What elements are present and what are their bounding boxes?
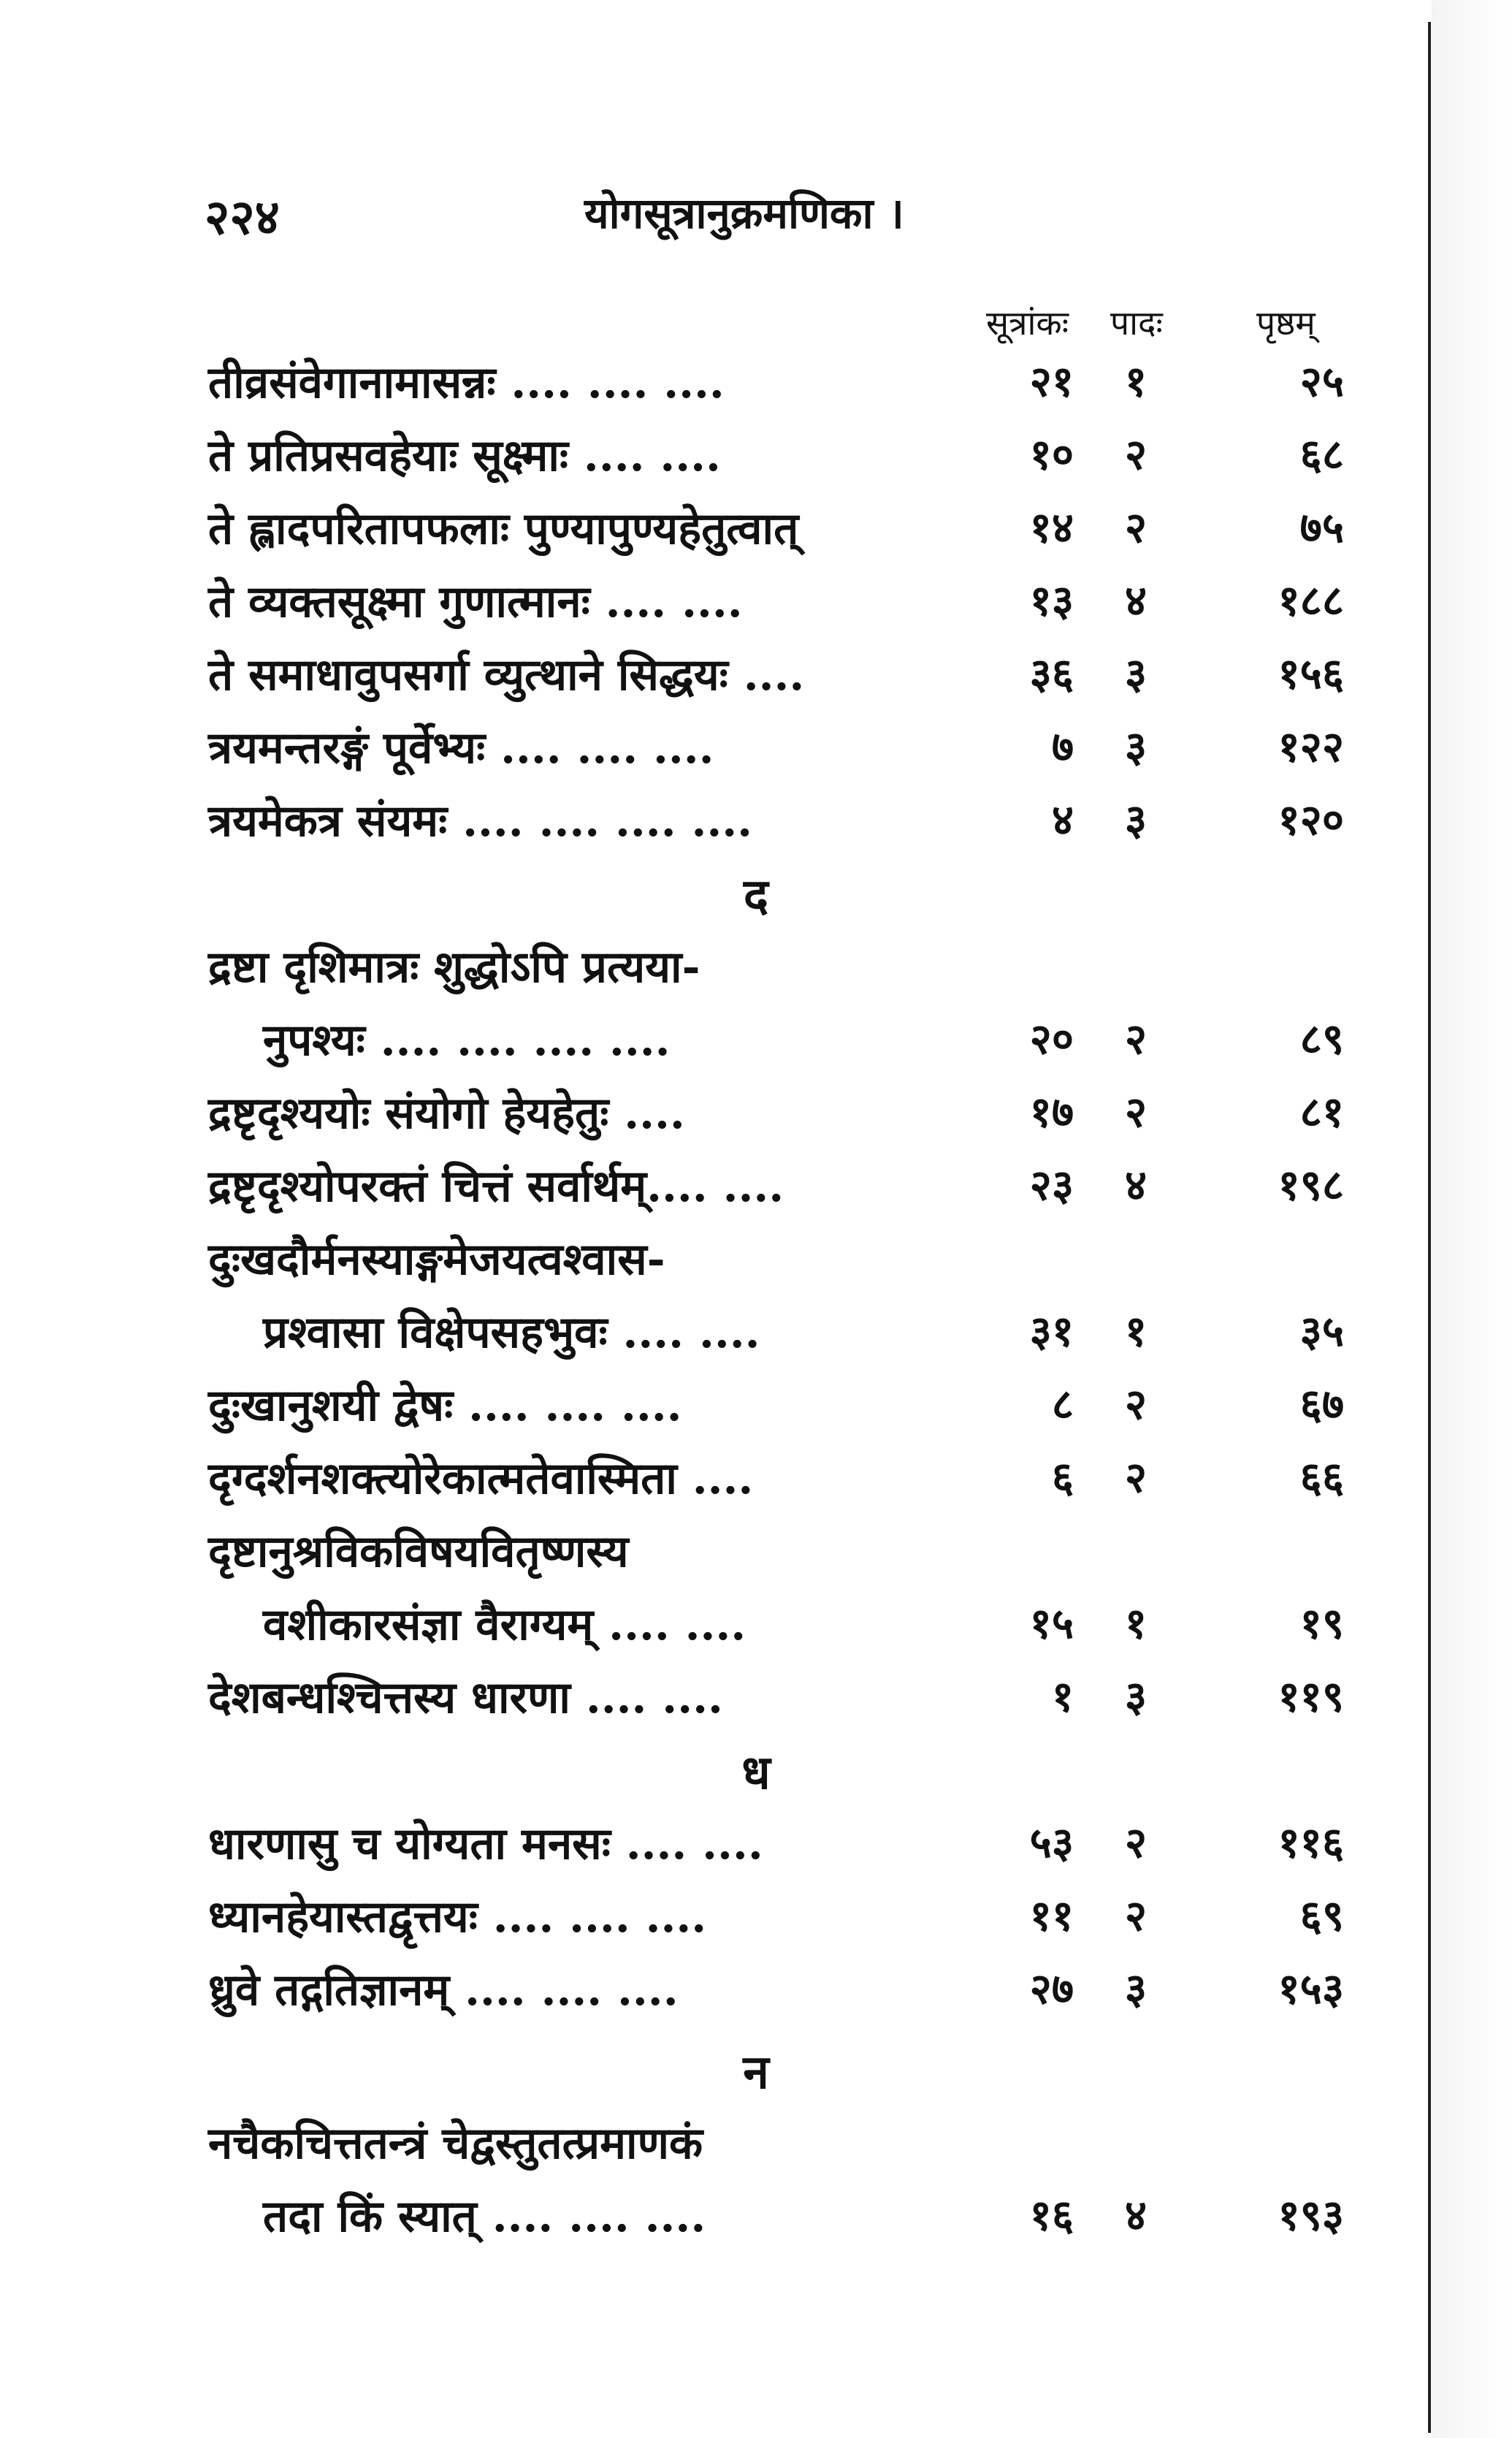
pada-number: ३ [1124,1964,1148,2014]
pada-number: १ [1124,357,1148,406]
sutra-text: द्रष्टृदृश्ययोः संयोगो हेयहेतुः .... [208,1088,685,1139]
sutra-number: ११ [1029,1891,1074,1940]
index-entry [0,1227,1432,1300]
column-header-sutra: सूत्रांकः [986,303,1069,343]
sutra-number: ४ [1051,795,1074,845]
section-letter [0,862,1432,935]
sutra-number: ५३ [1029,1818,1074,1867]
index-entry [0,1666,1432,1739]
page-number-ref: २५ [1299,357,1344,406]
sutra-text: धारणासु च योग्यता मनसः .... .... [208,1818,763,1870]
sutra-number: ३१ [1029,1306,1074,1356]
sutra-number: ८ [1051,1379,1074,1429]
sutra-text: दृष्टानुश्रविकविषयवितृष्णस्य [208,1526,629,1577]
pada-number: ४ [1124,576,1148,625]
index-entry [0,570,1432,643]
sutra-text: तीव्रसंवेगानामासन्नः .... .... .... [208,357,725,408]
pada-number: ४ [1124,1160,1148,1210]
index-entry [0,935,1432,1008]
section-letter-text: द [744,869,768,923]
sutra-number: २७ [1029,1964,1074,2014]
page-header [205,183,1023,256]
running-title: योगसूत्रानुक्रमणिका । [584,188,904,238]
index-entry [0,1812,1432,1885]
sutra-number: २० [1029,1014,1074,1064]
index-entry [0,643,1432,716]
page-number-ref: १९ [1299,1599,1344,1648]
page-number-ref: १२२ [1278,722,1344,772]
page-number-ref: ८१ [1299,1087,1344,1137]
sutra-number: १ [1051,1672,1074,1721]
sutra-text: द्रष्टा दृशिमात्रः शुद्धोऽपि प्रत्यया- [208,942,700,993]
page-number-ref: ११९ [1278,1672,1344,1721]
page-number-ref: १८८ [1278,576,1344,625]
sutra-text: देशबन्धश्चित्तस्य धारणा .... .... [208,1672,723,1723]
column-header-page: पृष्ठम् [1256,303,1316,343]
pada-number: १ [1124,1306,1148,1356]
index-entry [0,1885,1432,1958]
page-number-ref: ११६ [1278,1818,1344,1867]
sutra-text: ते प्रतिप्रसवहेयाः सूक्ष्माः .... .... [208,430,721,481]
page-number-ref: ६९ [1299,1891,1344,1940]
sutra-text: द्रष्टृदृश्योपरक्तं चित्तं सर्वार्थम्.... .... [208,1161,784,1212]
page-number-ref: १९३ [1278,2190,1344,2240]
pada-number: ४ [1124,2190,1148,2240]
section-letter-text: ध [741,1745,771,1800]
index-entry [0,1154,1432,1227]
page-number-ref: ८९ [1299,1014,1344,1064]
page-number-ref: ७५ [1299,503,1344,552]
page-number-ref: ६६ [1299,1452,1344,1502]
index-entry [0,1008,1432,1081]
sutra-text: ते व्यक्तसूक्ष्मा गुणात्मानः .... .... [208,576,743,628]
page-number-ref: १९८ [1278,1160,1344,1210]
section-letter [0,2038,1432,2111]
sutra-number: १४ [1029,503,1074,552]
pada-number: ३ [1124,649,1148,698]
pada-number: २ [1124,1818,1148,1867]
pada-number: २ [1124,1014,1148,1064]
sutra-number: २३ [1029,1160,1074,1210]
pada-number: ३ [1124,722,1148,772]
sutra-text: ते ह्लादपरितापफलाः पुण्यापुण्यहेतुत्वात् [208,503,799,555]
sutra-text: वशीकारसंज्ञा वैराग्यम् .... .... [263,1599,747,1650]
sutra-number: ६ [1051,1452,1074,1502]
pada-number: २ [1124,503,1148,552]
section-letter-text: न [743,2045,769,2100]
sutra-text: प्रश्वासा विक्षेपसहभुवः .... .... [263,1307,760,1358]
pada-number: १ [1124,1599,1148,1648]
sutra-text: ध्यानहेयास्तद्वृत्तयः .... .... .... [208,1892,707,1943]
page-number-ref: १५३ [1278,1964,1344,2014]
page-number-ref: ६८ [1299,430,1344,479]
sutra-text: नुपश्यः .... .... .... .... [263,1015,671,1066]
sutra-number: १६ [1029,2190,1074,2240]
page-number-ref: ३५ [1299,1306,1344,1356]
index-entry [0,716,1432,789]
index-entry [0,1374,1432,1447]
sutra-text: दुःखानुशयी द्वेषः .... .... .... [208,1380,682,1431]
index-entry [0,1081,1432,1154]
sutra-text: तदा किं स्यात् .... .... .... [263,2191,706,2242]
page-number: २२४ [205,188,280,245]
index-entry [0,789,1432,862]
sutra-number: १७ [1029,1087,1074,1137]
sutra-text: ते समाधावुपसर्गा व्युत्थाने सिद्धयः .... [208,650,805,701]
pada-number: २ [1124,1891,1148,1940]
pada-number: २ [1124,430,1148,479]
pada-number: २ [1124,1087,1148,1137]
index-entry [0,2111,1432,2184]
column-header-pada: पादः [1110,303,1163,343]
sutra-text: ध्रुवे तद्गतिज्ञानम् .... .... .... [208,1965,679,2016]
page-number-ref: १२० [1278,795,1344,845]
index-entry [0,1520,1432,1593]
index-entry [0,351,1432,424]
sutra-number: १० [1029,430,1074,479]
sutra-text: नचैकचित्ततन्त्रं चेद्वस्तुतत्प्रमाणकं [208,2118,703,2169]
index-entry [0,1593,1432,1666]
pada-number: ३ [1124,1672,1148,1721]
sutra-text: दृग्दर्शनशक्त्योरेकात्मतेवास्मिता .... [208,1453,754,1504]
index-entry [0,1447,1432,1520]
index-entry [0,2184,1432,2258]
index-entry [0,497,1432,570]
pada-number: २ [1124,1452,1148,1502]
sutra-number: ३६ [1029,649,1074,698]
pada-number: २ [1124,1379,1148,1429]
sutra-text: त्रयमन्तरङ्गं पूर्वेभ्यः .... .... .... [208,723,714,774]
index-entry [0,1958,1432,2031]
sutra-number: ७ [1051,722,1074,772]
sutra-number: २१ [1029,357,1074,406]
index-entry [0,424,1432,497]
index-entry [0,1300,1432,1374]
pada-number: ३ [1124,795,1148,845]
sutra-number: १३ [1029,576,1074,625]
section-letter [0,1739,1432,1812]
sutra-number: १५ [1029,1599,1074,1648]
page-number-ref: ६७ [1299,1379,1344,1429]
page-number-ref: १५६ [1278,649,1344,698]
sutra-text: त्रयमेकत्र संयमः .... .... .... .... [208,796,753,847]
sutra-text: दुःखदौर्मनस्याङ्गमेजयत्वश्वास- [208,1234,665,1285]
